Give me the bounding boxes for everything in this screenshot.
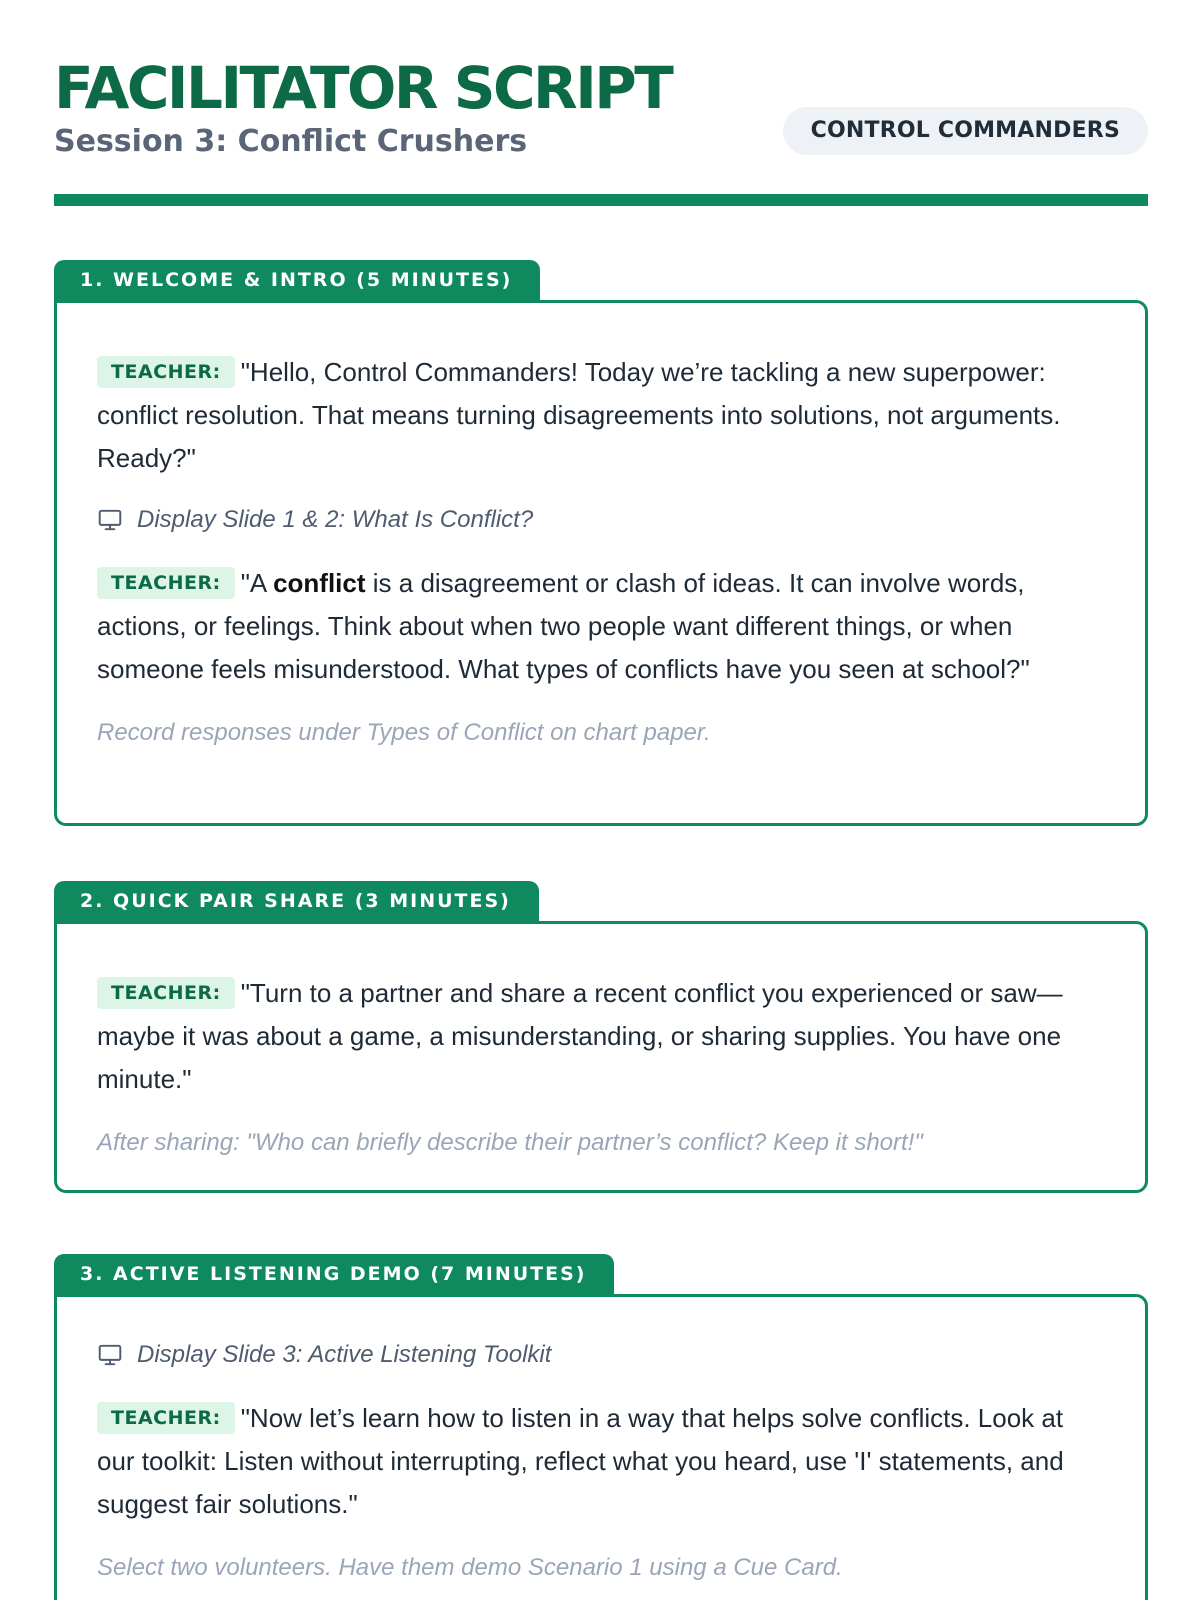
teacher-line [97,562,1105,691]
section-body [54,300,1148,826]
facilitator-note: After sharing: "Who can briefly describe their partner’s conflict? Keep it short!" [97,1129,923,1156]
page-header [54,56,1148,162]
keyword-conflict: conflict [273,568,366,598]
teacher-line-text: "Turn to a partner and share a recent conflict you experienced or saw—maybe it was about a game, a misunderstanding, or sharing supplies. You have one minute." [97,978,1063,1094]
header-divider [54,194,1148,206]
session-subtitle: Session 3: Conflict Crushers [54,124,528,159]
slide-cue-text: Display Slide 3: Active Listening Toolkit [137,1341,552,1368]
teacher-line-text: "Hello, Control Commanders! Today we’re tackling a new superpower: conflict resolution. That means turning disagreements into solutions, not arguments. Ready?" [97,357,1061,473]
teacher-tag: TEACHER: [97,567,235,599]
facilitator-note: Select two volunteers. Have them demo Scenario 1 using a Cue Card. [97,1554,843,1581]
monitor-icon [97,507,123,533]
slide-cue [97,502,1105,538]
page-title: FACILITATOR SCRIPT [54,54,672,122]
teacher-line [97,351,1105,480]
monitor-icon [97,1342,123,1368]
slide-cue [97,1337,1105,1373]
teacher-line-text-start: "A [240,568,274,598]
teacher-tag: TEACHER: [97,1402,235,1434]
section-heading: 1. WELCOME & INTRO (5 MINUTES) [54,260,540,302]
teacher-tag: TEACHER: [97,356,235,388]
teacher-line-text-end: is a disagreement or clash of ideas. It can involve words, actions, or feelings. Think about when two people want different things, or when someone feels misunderstood. What types of conflicts have you seen at school?" [97,568,1030,684]
section-heading: 2. QUICK PAIR SHARE (3 MINUTES) [54,881,539,923]
section-body [54,921,1148,1193]
teacher-line-text: "Now let’s learn how to listen in a way that helps solve conflicts. Look at our toolkit: Listen without interrupting, reflect what you heard, use 'I' statements, and suggest fair solutions." [97,1403,1064,1519]
teacher-line [97,972,1105,1101]
section-heading: 3. ACTIVE LISTENING DEMO (7 MINUTES) [54,1254,614,1296]
teacher-line [97,1397,1105,1526]
group-badge: CONTROL COMMANDERS [783,107,1148,155]
teacher-tag: TEACHER: [97,977,235,1009]
section-body [54,1294,1148,1600]
facilitator-note: Record responses under Types of Conflict on chart paper. [97,719,711,746]
slide-cue-text: Display Slide 1 & 2: What Is Conflict? [137,506,534,533]
